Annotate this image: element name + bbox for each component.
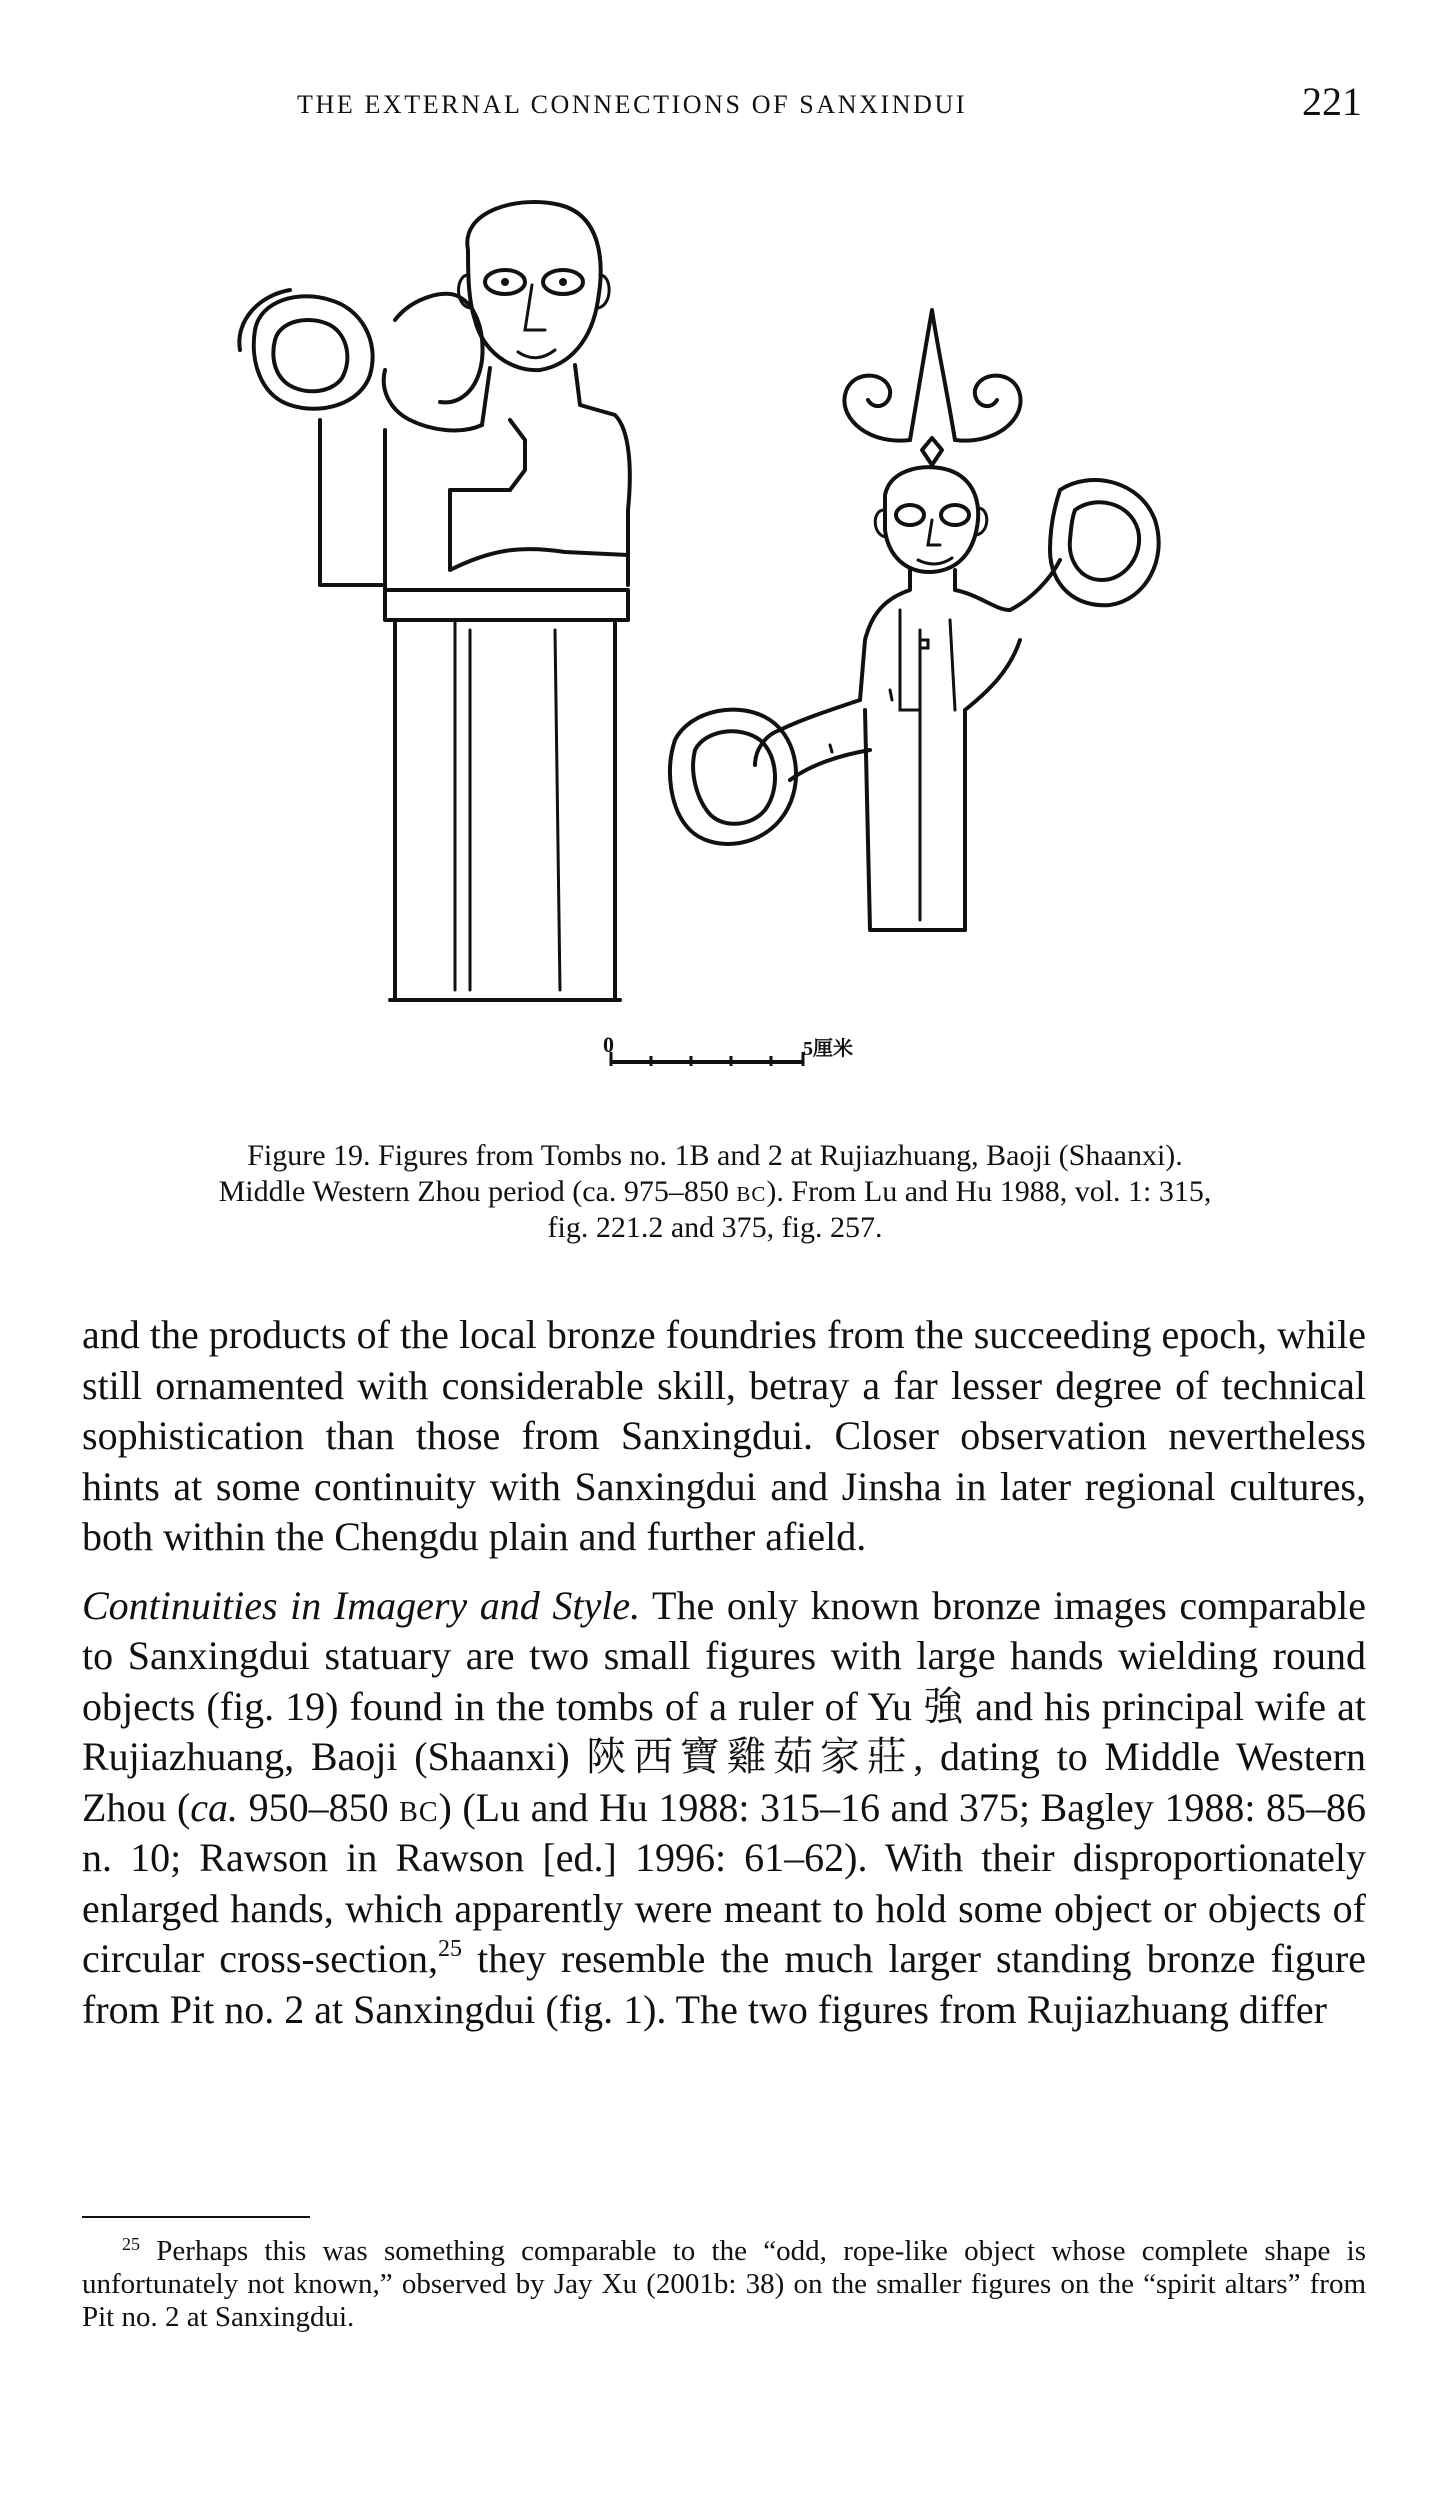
paragraph-2: [82, 1581, 1366, 2036]
caption-text-b: ). From Lu and Hu 1988, vol. 1: 315, fig. 221.2 and 375, fig. 257.: [547, 1175, 1212, 1244]
scale-label-zero: 0: [603, 1032, 614, 1057]
section-heading: Continuities in Imagery and Style.: [82, 1582, 641, 1628]
body-text: [82, 1310, 1366, 2035]
paragraph-2-text-d: they resemble the much larger standing bronze figure from Pit no. 2 at Sanxingdui (fig. 1). The two figures from Rujiazhuang differ: [82, 1936, 1366, 2032]
scale-bar: [603, 1032, 863, 1078]
running-title: THE EXTERNAL CONNECTIONS OF SANXINDUI: [297, 90, 968, 119]
caption-bc: bc: [736, 1175, 767, 1208]
paragraph-2-text-b: 950–850: [238, 1784, 400, 1830]
paragraph-2-text-a: The only known bronze images comparable to Sanxingdui statuary are two small figures with large hands wielding round objects (fig. 19) found in the tombs of a ruler of Yu 強 and his principal wife at Rujiazhuang, Baoji (Shaanxi) 陝西寶雞茹家莊, dating to Middle Western Zhou (: [82, 1582, 1366, 1830]
footnote-divider: [82, 2216, 310, 2218]
footnote-reference[interactable]: 25: [438, 1936, 463, 1962]
paragraph-1: and the products of the local bronze foundries from the succeeding epoch, while still ornamented with considerable skill, betray a far lesser degree of technical sophistication than those from Sanxingdui. Closer observation nevertheless hints at some continuity with Sanxingdui and Jinsha in later regional cultures, both within the Chengdu plain and further afield.: [82, 1312, 1366, 1559]
right-bronze-figure: [670, 310, 1159, 930]
figure-19-illustration: [220, 190, 1240, 1110]
footnote-number: 25: [122, 2234, 140, 2254]
scale-label-end: 5厘米: [803, 1038, 853, 1060]
paragraph-2-ca: ca.: [190, 1784, 239, 1830]
footnote-text: Perhaps this was something comparable to the “odd, rope-like object whose complete shape is unfortunately not known,” observed by Jay Xu (2001b: 38) on the smaller figures on the “spirit altars” from Pit no. 2 at Sanxingdui.: [82, 2235, 1366, 2333]
paragraph-2-text-c: ) (Lu and Hu 1988: 315–16 and 375; Bagley 1988: 85–86 n. 10; Rawson in Rawson [ed.] 1996: 61–62). With their disproportionately enlarged hands, which apparently were meant to hold some object or objects of circular cross-section,: [82, 1784, 1366, 1981]
page-number: 221: [1302, 79, 1362, 124]
figure-caption: [215, 1138, 1215, 1246]
bronze-figures-drawing: [220, 190, 1240, 1010]
caption-text-a: Figure 19. Figures from Tombs no. 1B and 2 at Rujiazhuang, Baoji (Shaanxi). Middle Western Zhou period (ca. 975–850: [218, 1139, 1183, 1208]
footnote-25: [82, 2235, 1366, 2334]
paragraph-2-bc: bc: [399, 1784, 439, 1830]
running-header: [82, 78, 1362, 138]
left-bronze-figure: [239, 202, 629, 1000]
